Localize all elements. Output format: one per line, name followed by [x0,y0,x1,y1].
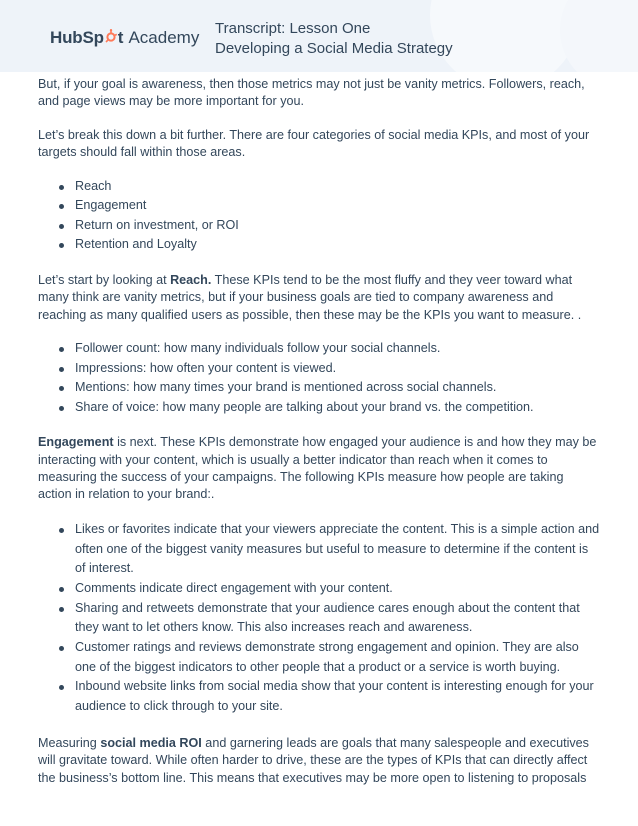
text-span: These KPIs tend to be the most fluffy and they veer toward what many think are vanity metrics, but if your business goals are tied to company awareness and reaching as many qualified users as possible, then these may be the KPIs you want to measure. . [38,272,582,322]
list-item: Mentions: how many times your brand is mentioned across social channels. [38,379,600,396]
text-span: Measuring [38,735,101,750]
list-item: Return on investment, or ROI [38,217,600,234]
transcript-title [215,19,453,59]
kpi-categories-list [38,178,600,254]
logo-academy-text: Academy [128,28,200,47]
text-span: and garnering leads are goals that many salespeople and executives will gravitate toward. While often harder to drive, these are the types of KPIs that can directly affect the business’s bottom line. This means that executives may be more open to listening to proposals [38,735,589,785]
logo-brand-text: t [117,28,124,47]
list-item: Impressions: how often your content is viewed. [38,360,600,377]
list-item: Sharing and retweets demonstrate that your audience cares enough about the content that they want to let others know. This also increases reach and awareness. [38,599,600,638]
engagement-kpi-list [38,520,600,717]
list-item: Reach [38,178,600,195]
list-item: Engagement [38,197,600,214]
paragraph-roi [38,735,600,787]
logo-brand-text: HubSp [50,28,104,47]
transcript-course-title: Developing a Social Media Strategy [215,40,453,57]
list-item: Follower count: how many individuals follow your social channels. [38,340,600,357]
text-span: is next. These KPIs demonstrate how engaged your audience is and how they may be interacting with your content, which is usually a better indicator than reach when it comes to measuring the success of your campaigns. The following KPIs measure how people are taking action in relation to your brand:. [38,435,597,502]
page-header [0,0,638,72]
list-item: Customer ratings and reviews demonstrate strong engagement and opinion. They are also one of the biggest indicators to other people that a product or a service is worth buying. [38,638,600,677]
text-span: Let’s start by looking at [38,272,171,287]
list-item: Inbound website links from social media show that your content is interesting enough for your audience to click through to your site. [38,677,600,716]
list-item: Retention and Loyalty [38,236,600,253]
paragraph: Let’s break this down a bit further. There are four categories of social media KPIs, and most of your targets should fall within those areas. [38,127,590,160]
list-item: Share of voice: how many people are talking about your brand vs. the competition. [38,399,600,416]
paragraph: But, if your goal is awareness, then those metrics may not just be vanity metrics. Followers, reach, and page views may be more important for you. [38,77,585,109]
paragraph-engagement [38,434,600,504]
hubspot-academy-logo [50,28,199,52]
header-decoration [560,0,638,72]
list-item: Likes or favorites indicate that your viewers appreciate the content. This is a simple action and often one of the biggest vanity measures but useful to measure to determine if the content is of interest. [38,520,600,579]
reach-kpi-list [38,340,600,416]
list-item: Comments indicate direct engagement with your content. [38,579,600,599]
bold-term-roi: social media ROI [100,735,202,750]
sprocket-icon [104,29,118,43]
transcript-body [38,76,600,803]
paragraph-reach [38,272,600,324]
transcript-lesson: Transcript: Lesson One [215,20,371,37]
bold-term-engagement: Engagement [38,435,114,450]
bold-term-reach: Reach. [170,272,212,287]
